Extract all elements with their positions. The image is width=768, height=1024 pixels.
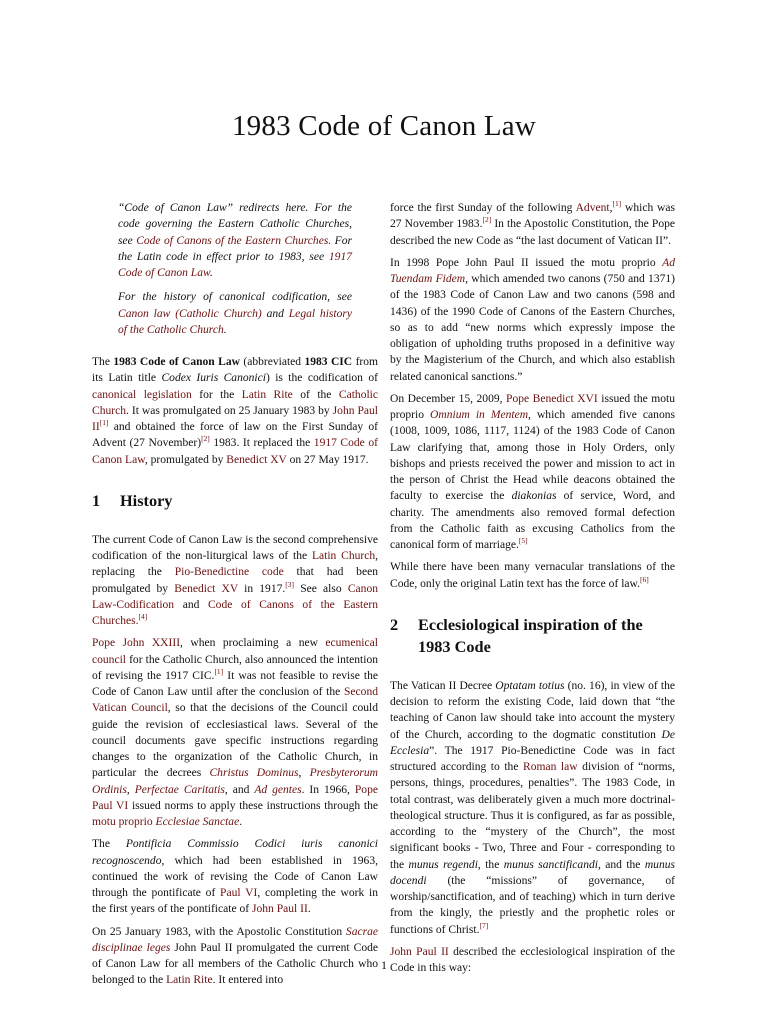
- link-eastern-code[interactable]: Code of Canons of the Eastern Churches.: [92, 598, 378, 627]
- section-heading-ecclesiological: 2 Ecclesiological inspiration of the 1983 Code: [390, 614, 643, 656]
- link-roman-law[interactable]: Roman law: [523, 761, 578, 773]
- link-john-paul-ii[interactable]: John Paul II: [390, 945, 449, 958]
- section-heading-history: 1 History: [92, 490, 173, 510]
- link-christus-dominus[interactable]: Christus Dominus: [209, 767, 299, 780]
- link-1917-code[interactable]: 1917 Code of Canon Law: [118, 250, 352, 279]
- link-canon-law-codification[interactable]: Canon Law-Codification: [92, 582, 378, 611]
- link-ad-tuendam-fidem[interactable]: Ad Tuendam Fidem: [390, 256, 675, 285]
- link-pio-benedictine-code[interactable]: Pio-Benedictine code: [174, 566, 284, 579]
- link-latin-rite[interactable]: Latin Rite: [166, 974, 213, 987]
- link-catholic-church[interactable]: Catholic Church: [92, 388, 379, 417]
- link-john-paul-ii[interactable]: John Paul II: [92, 404, 378, 433]
- left-column: [92, 200, 378, 995]
- link-motu-proprio[interactable]: motu proprio: [92, 816, 153, 828]
- link-benedict-xv[interactable]: Benedict XV: [174, 582, 238, 595]
- citation-3[interactable]: [3]: [285, 579, 295, 589]
- citation-4[interactable]: [4]: [138, 612, 148, 622]
- citation-6[interactable]: [6]: [640, 574, 649, 584]
- history-paragraph-3: The Pontificia Commissio Codici iuris canonici recognoscendo, which had been established in 1963, continued the work of revising the Code of Canon Law through the pontificate of Paul VI, completing the work in the first years of the pontificate of John Paul II.: [92, 838, 378, 916]
- link-ecclesiae-sanctae[interactable]: Ecclesiae Sanctae: [155, 816, 240, 828]
- intro-paragraph: The 1983 Code of Canon Law (abbreviated 1983 CIC from its Latin title Codex Iuris Canonici) is the codification of canonical legislation for the Latin Rite of the Catholic Church. It was promulgated on 25 January 1983 by John Paul II[1] and obtained the force of law on the First Sunday of Advent (27 November)[2] 1983. It replaced the 1917 Code of Canon Law, promulgated by Benedict XV on 27 May 1917.: [92, 356, 379, 466]
- link-benedict-xv[interactable]: Benedict XV: [226, 453, 287, 466]
- history-paragraph-5: force the first Sunday of the following Advent,[1] which was 27 November 1983.[2] In the Apostolic Constitution, the Pope described the new Code as “the last document of Vatican II”.: [390, 199, 675, 247]
- history-paragraph-8: While there have been many vernacular translations of the Code, only the original Latin text has the force of law.[6]: [390, 561, 675, 590]
- link-latin-church[interactable]: Latin Church: [311, 550, 376, 562]
- link-perfectae-caritatis[interactable]: Perfectae Caritatis: [134, 783, 225, 796]
- link-paul-vi[interactable]: Paul VI: [220, 887, 258, 899]
- citation-1[interactable]: [1]: [99, 418, 109, 428]
- citation-2[interactable]: [2]: [482, 215, 492, 225]
- link-latin-rite[interactable]: Latin Rite: [241, 388, 293, 401]
- link-advent[interactable]: Advent: [575, 202, 610, 214]
- history-paragraph-2: Pope John XXIII, when proclaiming a new ecumenical council for the Catholic Church, also announced the intention of revising the 1917 CIC.[1] It was not feasible to revise the Code of Canon Law until after the conclusion of the Second Vatican Council, so that the decisions of the Council could guide the revision of ecclesiastical laws. Several of the council documents gave specific instructions regarding changes to the organization of the Catholic Church, in particular the decrees Christus Dominus, Presbyterorum Ordinis, Perfectae Caritatis, and Ad gentes. In 1966, Pope Paul VI issued norms to apply these instructions through the motu proprio Ecclesiae Sanctae.: [92, 637, 379, 828]
- citation-1[interactable]: [1]: [214, 666, 224, 676]
- link-john-xxiii[interactable]: Pope John XXIII: [92, 637, 181, 650]
- link-benedict-xvi[interactable]: Pope Benedict XVI: [506, 392, 598, 405]
- history-paragraph-1: The current Code of Canon Law is the second comprehensive codification of the non-liturgical laws of the Latin Church, replacing the Pio-Benedictine code that had been promulgated by Benedict XV in 1917.[3] See also Canon Law-Codification and Code of Canons of the Eastern Churches.[4]: [92, 533, 378, 627]
- link-ecumenical-council[interactable]: ecumenical council: [92, 637, 378, 666]
- link-canon-law[interactable]: Canon law (Catholic Church): [118, 307, 262, 320]
- page-number: 1: [381, 958, 387, 972]
- link-eastern-code[interactable]: Code of Canons of the Eastern Churches.: [136, 234, 332, 247]
- citation-5[interactable]: [5]: [518, 536, 528, 546]
- history-paragraph-4: On 25 January 1983, with the Apostolic Constitution Sacrae disciplinae leges John Paul II promulgated the current Code of Canon Law for all members of the Catholic Church who belonged to the Latin Rite. It entered into: [92, 925, 378, 987]
- citation-1[interactable]: [1]: [612, 199, 622, 209]
- link-ad-gentes[interactable]: Ad gentes: [254, 783, 302, 796]
- history-paragraph-6: In 1998 Pope John Paul II issued the motu proprio Ad Tuendam Fidem, which amended two canons (750 and 1371) of the 1983 Code of Canon Law and two canons (598 and 1436) of the 1990 Code of Canons of the Eastern Churches, so as to add “new norms which expressly impose the obligation of upholding truths proposed in a definitive way by the Magisterium of the Church, and which also establish related canonical sanctions.”: [390, 256, 675, 383]
- ecclesiology-paragraph-2: John Paul II described the ecclesiological inspiration of the Code in this way:: [390, 945, 676, 974]
- link-pope-paul-vi[interactable]: Pope Paul VI: [92, 783, 378, 812]
- ecclesiology-paragraph-1: The Vatican II Decree Optatam totius (no. 16), in view of the decision to reform the existing Code, laid down that “the teaching of Canon law should take into account the mystery of the Church, according to the dogmatic constitution De Ecclesia”. The 1917 Pio-Benedictine Code was in fact structured according to the Roman law division of “norms, persons, things, procedures, penalties”. The 1983 Code, in total contrast, was deliberately given a much more doctrinal-theological structure. Thus it is configured, as far as possible, according to the “mystery of the Church”, the most significant books - Two, Three and Four - corresponding to the munus regendi, the munus sanctificandi, and the munus docendi (the “missions” of governance, of worship/sanctification, and of teaching) which in turn derive from the kingly, the priestly and the prophetic roles or functions of Christ.[7]: [390, 679, 676, 936]
- hatnote-redirect: “Code of Canon Law” redirects here. For the code governing the Eastern Catholic Churches, see Code of Canons of the Eastern Churches. For the Latin code in effect prior to 1983, see 1917 Code of Canon Law.: [118, 202, 352, 279]
- right-column: [390, 200, 675, 982]
- link-presbyterorum-ordinis[interactable]: Presbyterorum Ordinis: [92, 767, 378, 796]
- link-second-vatican-council[interactable]: Second Vatican Council: [92, 686, 378, 715]
- page-title: 1983 Code of Canon Law: [231, 110, 536, 142]
- hatnote: [118, 200, 352, 338]
- history-paragraph-7: On December 15, 2009, Pope Benedict XVI issued the motu proprio Omnium in Mentem, which amended five canons (1008, 1009, 1086, 1117, 1124) of the 1983 Code of Canon Law clarifying that, among those in Holy Orders, only bishops and priests received the power and mission to act in the person of Christ the Head while deacons obtained the faculty to exercise the diakonias of service, Word, and charity. The amendments also removed formal defection from the Catholic faith as excusing Catholics from the canonical form of marriage.[5]: [390, 392, 676, 551]
- link-legal-history[interactable]: Legal history of the Catholic Church: [118, 307, 352, 336]
- hatnote-history: For the history of canonical codification, see Canon law (Catholic Church) and Legal history of the Catholic Church.: [118, 291, 352, 336]
- link-john-paul-ii[interactable]: John Paul II: [252, 903, 308, 916]
- link-sacrae-disciplinae-leges[interactable]: Sacrae disciplinae leges: [92, 925, 378, 954]
- link-omnium-in-mentem[interactable]: Omnium in Mentem: [430, 409, 529, 421]
- link-1917-code[interactable]: 1917 Code of Canon Law: [92, 437, 378, 466]
- citation-2[interactable]: [2]: [201, 434, 210, 444]
- link-canonical-legislation[interactable]: canonical legislation: [92, 388, 192, 401]
- citation-7[interactable]: [7]: [479, 920, 489, 930]
